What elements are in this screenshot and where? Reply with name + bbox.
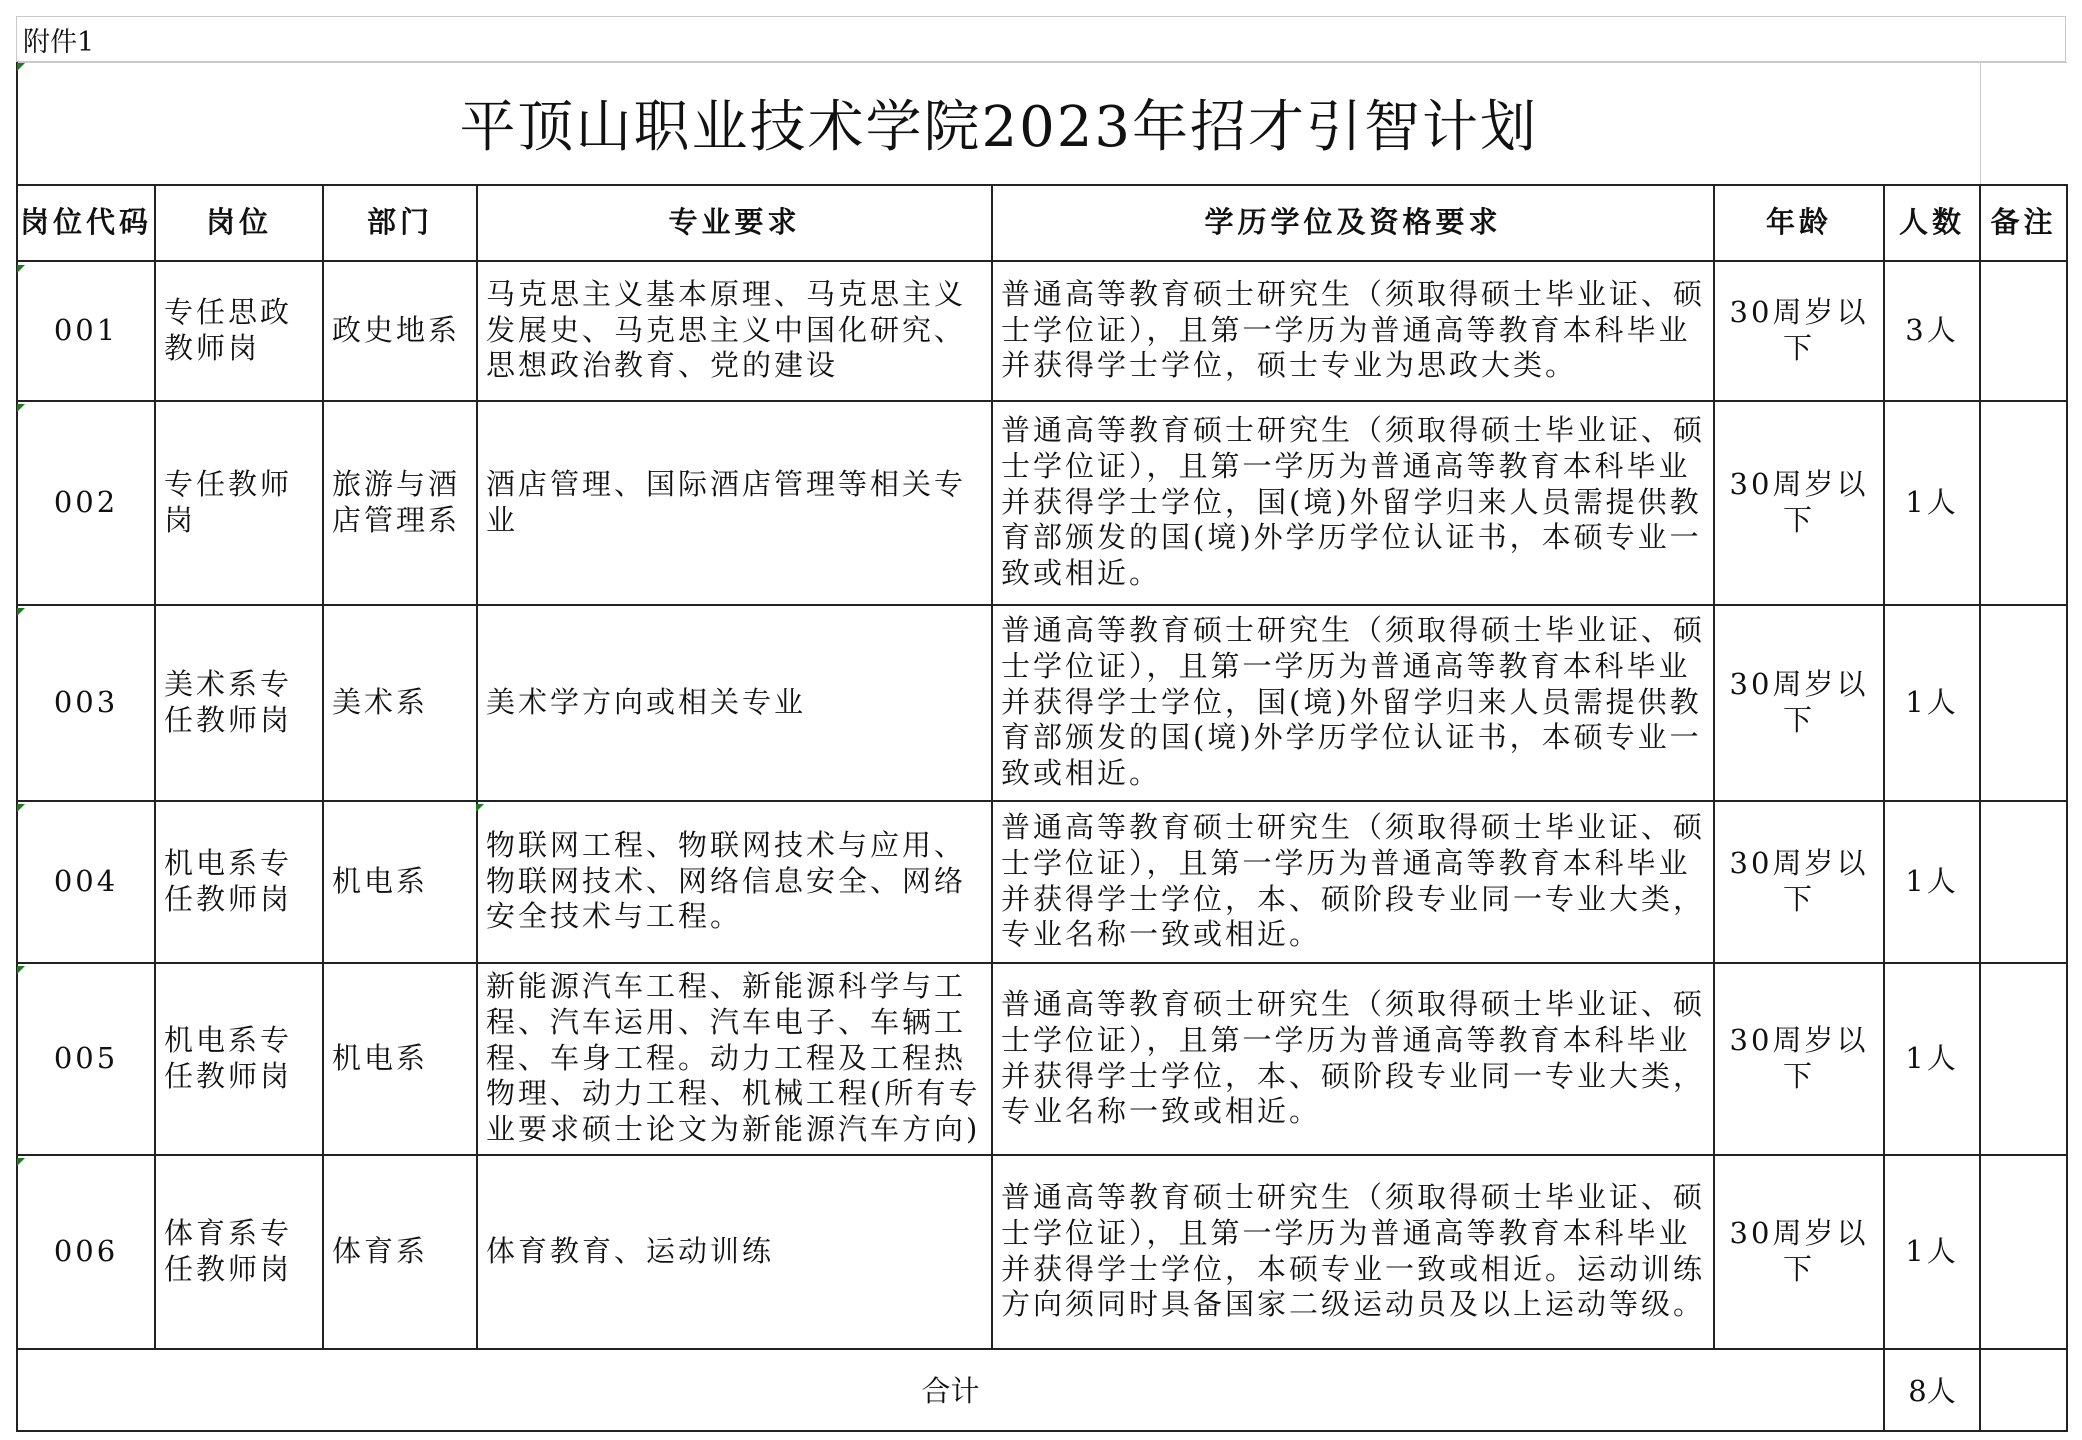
cell-dept[interactable]: 机电系 xyxy=(323,801,477,963)
cell-major[interactable]: 新能源汽车工程、新能源科学与工程、汽车运用、汽车电子、车辆工程、车身工程。动力工程及工程热物理、动力工程、机械工程(所有专业要求硕士论文为新能源汽车方向) xyxy=(477,963,992,1155)
cell-indicator-marker xyxy=(17,63,25,71)
total-count[interactable]: 8人 xyxy=(1884,1349,1980,1431)
cell-indicator-marker xyxy=(17,804,25,812)
title-side-cell[interactable] xyxy=(1980,63,2067,185)
total-remark[interactable] xyxy=(1980,1349,2067,1431)
cell-indicator-marker xyxy=(17,265,25,273)
cell-post[interactable]: 美术系专任教师岗 xyxy=(155,605,323,801)
cell-dept[interactable]: 体育系 xyxy=(323,1155,477,1349)
table-row xyxy=(17,1155,2067,1349)
header-count[interactable]: 人数 xyxy=(1884,185,1980,261)
table-row xyxy=(17,261,2067,401)
cell-code[interactable]: 006 xyxy=(17,1155,155,1349)
cell-indicator-marker xyxy=(17,608,25,616)
cell-education[interactable]: 普通高等教育硕士研究生（须取得硕士毕业证、硕士学位证），且第一学历为普通高等教育本科毕业并获得学士学位，本、硕阶段专业同一专业大类，专业名称一致或相近。 xyxy=(992,801,1714,963)
cell-major[interactable]: 物联网工程、物联网技术与应用、物联网技术、网络信息安全、网络安全技术与工程。 xyxy=(477,801,992,963)
cell-indicator-marker xyxy=(17,404,25,412)
cell-indicator-marker xyxy=(17,1158,25,1166)
cell-dept[interactable]: 美术系 xyxy=(323,605,477,801)
header-row xyxy=(17,185,2067,261)
cell-age[interactable]: 30周岁以下 xyxy=(1714,963,1884,1155)
cell-education[interactable]: 普通高等教育硕士研究生（须取得硕士毕业证、硕士学位证），且第一学历为普通高等教育本科毕业并获得学士学位，国(境)外留学归来人员需提供教育部颁发的国(境)外学历学位认证书，本硕专业一致或相近。 xyxy=(992,401,1714,605)
cell-remark[interactable] xyxy=(1980,963,2067,1155)
table-row xyxy=(17,401,2067,605)
table-row xyxy=(17,801,2067,963)
cell-dept[interactable]: 机电系 xyxy=(323,963,477,1155)
cell-count[interactable]: 1人 xyxy=(1884,963,1980,1155)
cell-remark[interactable] xyxy=(1980,801,2067,963)
page-title[interactable]: 平顶山职业技术学院2023年招才引智计划 xyxy=(17,63,1980,185)
cell-remark[interactable] xyxy=(1980,605,2067,801)
cell-age[interactable]: 30周岁以下 xyxy=(1714,401,1884,605)
cell-indicator-marker xyxy=(17,966,25,974)
cell-code[interactable]: 005 xyxy=(17,963,155,1155)
cell-post[interactable]: 机电系专任教师岗 xyxy=(155,963,323,1155)
cell-post[interactable]: 体育系专任教师岗 xyxy=(155,1155,323,1349)
cell-count[interactable]: 1人 xyxy=(1884,1155,1980,1349)
cell-remark[interactable] xyxy=(1980,1155,2067,1349)
cell-post[interactable]: 专任教师岗 xyxy=(155,401,323,605)
cell-education[interactable]: 普通高等教育硕士研究生（须取得硕士毕业证、硕士学位证），且第一学历为普通高等教育本科毕业并获得学士学位，本硕专业一致或相近。运动训练方向须同时具备国家二级运动员及以上运动等级。 xyxy=(992,1155,1714,1349)
cell-age[interactable]: 30周岁以下 xyxy=(1714,801,1884,963)
cell-dept[interactable]: 旅游与酒店管理系 xyxy=(323,401,477,605)
total-row xyxy=(17,1349,2067,1431)
cell-age[interactable]: 30周岁以下 xyxy=(1714,261,1884,401)
cell-count[interactable]: 1人 xyxy=(1884,605,1980,801)
cell-major[interactable]: 酒店管理、国际酒店管理等相关专业 xyxy=(477,401,992,605)
header-post[interactable]: 岗位 xyxy=(155,185,323,261)
cell-remark[interactable] xyxy=(1980,401,2067,605)
cell-remark[interactable] xyxy=(1980,261,2067,401)
table-row xyxy=(17,605,2067,801)
cell-major[interactable]: 美术学方向或相关专业 xyxy=(477,605,992,801)
header-age[interactable]: 年龄 xyxy=(1714,185,1884,261)
cell-dept[interactable]: 政史地系 xyxy=(323,261,477,401)
header-major[interactable]: 专业要求 xyxy=(477,185,992,261)
cell-age[interactable]: 30周岁以下 xyxy=(1714,1155,1884,1349)
title-row xyxy=(17,63,2067,185)
cell-education[interactable]: 普通高等教育硕士研究生（须取得硕士毕业证、硕士学位证），且第一学历为普通高等教育本科毕业并获得学士学位，本、硕阶段专业同一专业大类，专业名称一致或相近。 xyxy=(992,963,1714,1155)
header-education[interactable]: 学历学位及资格要求 xyxy=(992,185,1714,261)
cell-education[interactable]: 普通高等教育硕士研究生（须取得硕士毕业证、硕士学位证），且第一学历为普通高等教育本科毕业并获得学士学位，国(境)外留学归来人员需提供教育部颁发的国(境)外学历学位认证书，本硕专业一致或相近。 xyxy=(992,605,1714,801)
attachment-label[interactable]: 附件1 xyxy=(16,16,2066,62)
cell-major[interactable]: 体育教育、运动训练 xyxy=(477,1155,992,1349)
cell-code[interactable]: 004 xyxy=(17,801,155,963)
header-dept[interactable]: 部门 xyxy=(323,185,477,261)
cell-post[interactable]: 机电系专任教师岗 xyxy=(155,801,323,963)
cell-count[interactable]: 3人 xyxy=(1884,261,1980,401)
cell-post[interactable]: 专任思政教师岗 xyxy=(155,261,323,401)
cell-education[interactable]: 普通高等教育硕士研究生（须取得硕士毕业证、硕士学位证），且第一学历为普通高等教育本科毕业并获得学士学位，硕士专业为思政大类。 xyxy=(992,261,1714,401)
cell-indicator-marker xyxy=(476,804,484,812)
cell-count[interactable]: 1人 xyxy=(1884,401,1980,605)
cell-code[interactable]: 003 xyxy=(17,605,155,801)
cell-count[interactable]: 1人 xyxy=(1884,801,1980,963)
cell-code[interactable]: 001 xyxy=(17,261,155,401)
recruitment-table xyxy=(16,62,2068,1432)
cell-code[interactable]: 002 xyxy=(17,401,155,605)
table-row xyxy=(17,963,2067,1155)
cell-age[interactable]: 30周岁以下 xyxy=(1714,605,1884,801)
spreadsheet-sheet xyxy=(16,16,2066,1432)
header-code[interactable]: 岗位代码 xyxy=(17,185,155,261)
cell-major[interactable]: 马克思主义基本原理、马克思主义发展史、马克思主义中国化研究、思想政治教育、党的建设 xyxy=(477,261,992,401)
total-label[interactable]: 合计 xyxy=(17,1349,1884,1431)
header-remark[interactable]: 备注 xyxy=(1980,185,2067,261)
